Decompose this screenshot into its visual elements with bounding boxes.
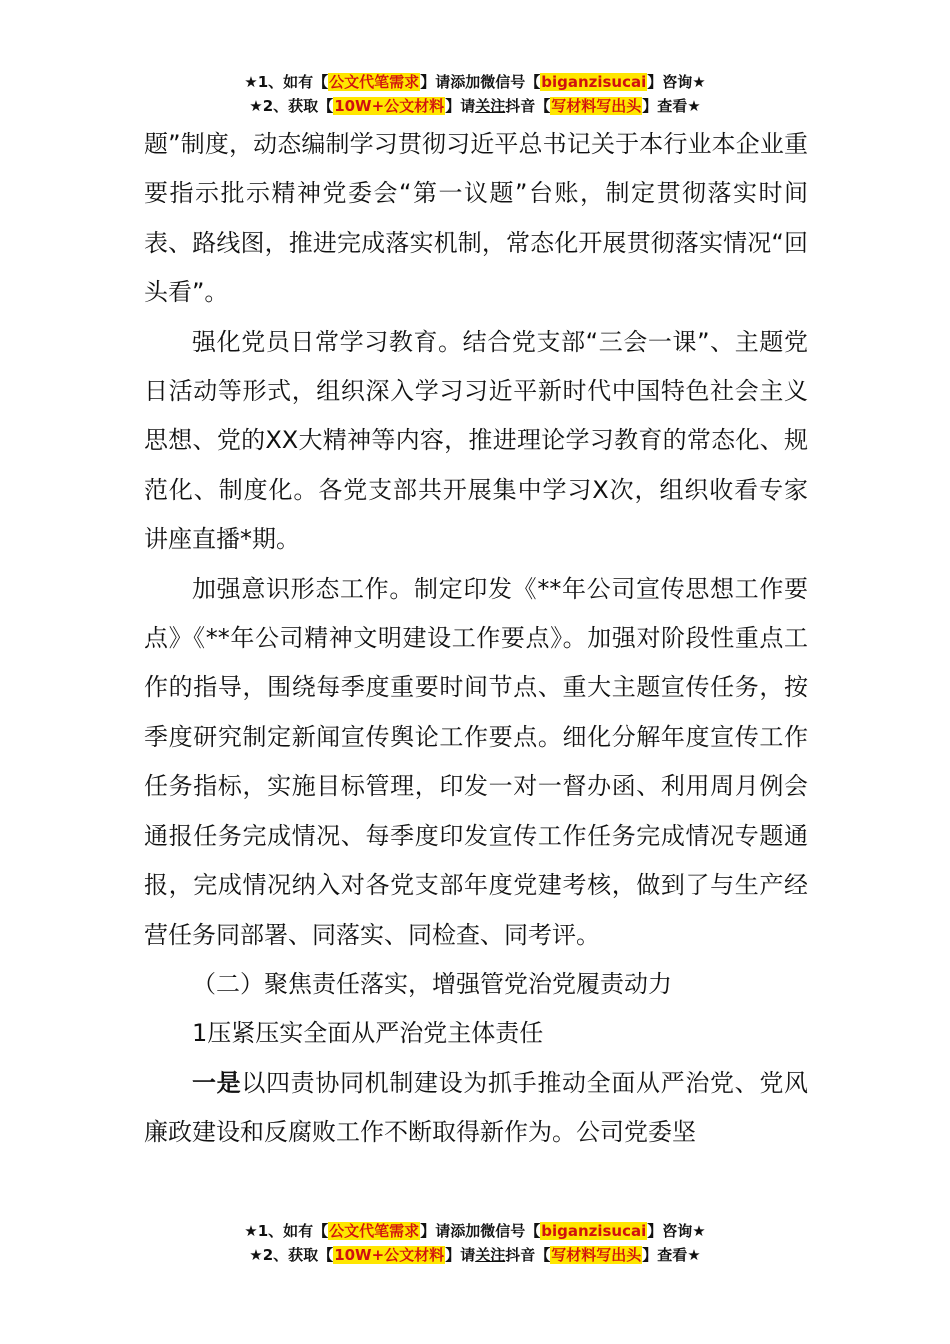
wechat-id-highlight: biganzisucai	[541, 1222, 647, 1240]
banner-text: ★1、如有【	[244, 1222, 329, 1240]
banner-line-2	[0, 1243, 950, 1267]
banner-text: 抖音【	[505, 97, 551, 115]
banner-line-1	[0, 70, 950, 94]
paragraph-1: 题”制度，动态编制学习贯彻习近平总书记关于本行业本企业重要指示批示精神党委会“第一议题”台账，制定贯彻落实时间表、路线图，推进完成落实机制，常态化开展贯彻落实情况“回头看”。	[144, 130, 808, 307]
banner-text: 】请	[445, 97, 476, 115]
banner-text: 】查看★	[642, 1246, 701, 1264]
subsection-heading: 1压紧压实全面从严治党主体责任	[192, 1019, 544, 1048]
paragraph-4-text: 以四责协同机制建设为抓手推动全面从严治党、党风廉政建设和反腐败工作不断取得新作为。公司党委坚	[144, 1068, 809, 1147]
douyin-id-highlight: 写材料写出头	[551, 1246, 642, 1264]
paragraph-2: 强化党员日常学习教育。结合党支部“三会一课”、主题党日活动等形式，组织深入学习习近平新时代中国特色社会主义思想、党的XX大精神等内容，推进理论学习教育的常态化、规范化、制度化。各党支部共开展集中学习X次，组织收看专家讲座直播*期。	[144, 327, 808, 554]
document-body	[144, 120, 808, 1158]
banner-text: ★1、如有【	[244, 73, 329, 91]
banner-text: 】咨询★	[647, 1222, 706, 1240]
banner-highlight: 公文代笔需求	[329, 73, 420, 91]
banner-text: 】请添加微信号【	[420, 1222, 541, 1240]
banner-text: ★2、获取【	[249, 1246, 334, 1264]
banner-line-2	[0, 94, 950, 118]
paragraph-lead: 一是	[192, 1068, 242, 1097]
douyin-id-highlight: 写材料写出头	[551, 97, 642, 115]
banner-text: 】咨询★	[647, 73, 706, 91]
banner-highlight: 公文代笔需求	[329, 1222, 420, 1240]
banner-line-1	[0, 1219, 950, 1243]
banner-highlight: 10W+公文材料	[334, 97, 445, 115]
banner-text: ★2、获取【	[249, 97, 334, 115]
banner-text: 】查看★	[642, 97, 701, 115]
header-banner	[0, 70, 950, 118]
banner-text: 抖音【	[505, 1246, 551, 1264]
banner-underline: 关注	[475, 97, 506, 115]
paragraph-4	[144, 1059, 808, 1158]
banner-text: 】请添加微信号【	[420, 73, 541, 91]
banner-highlight: 10W+公文材料	[334, 1246, 445, 1264]
banner-text: 】请	[445, 1246, 476, 1264]
paragraph-3: 加强意识形态工作。制定印发《**年公司宣传思想工作要点》《**年公司精神文明建设工作要点》。加强对阶段性重点工作的指导，围绕每季度重要时间节点、重大主题宣传任务，按季度研究制定新闻宣传舆论工作要点。细化分解年度宣传工作任务指标，实施目标管理，印发一对一督办函、利用周月例会通报任务完成情况、每季度印发宣传工作任务完成情况专题通报，完成情况纳入对各党支部年度党建考核，做到了与生产经营任务同部署、同落实、同检查、同考评。	[144, 574, 808, 949]
banner-underline: 关注	[475, 1246, 506, 1264]
section-heading: （二）聚焦责任落实，增强管党治党履责动力	[192, 969, 672, 998]
wechat-id-highlight: biganzisucai	[541, 73, 647, 91]
footer-banner	[0, 1219, 950, 1267]
